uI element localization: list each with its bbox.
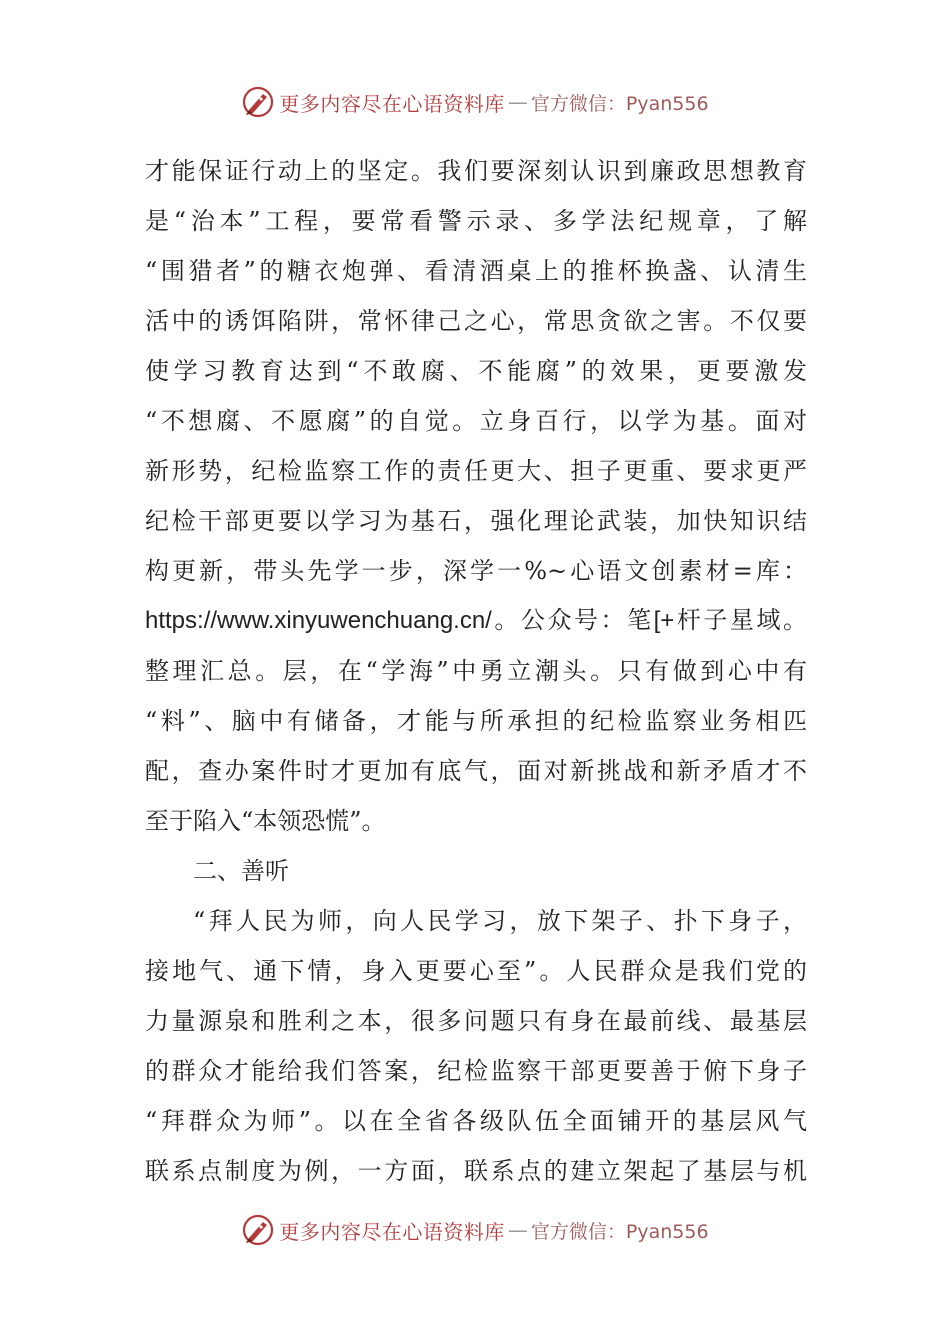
banner-contact: 官方微信：Pyan556 — [530, 1220, 709, 1243]
body-line: 配，查办案件时才更加有底气，面对新挑战和新矛盾才不 — [145, 757, 807, 785]
paragraph-start: “拜人民为师，向人民学习，放下架子、扑下身子， — [193, 907, 807, 935]
document-body — [145, 146, 807, 1196]
body-line: 至于陷入“本领恐慌”。 — [145, 807, 386, 835]
body-line: 接地气、通下情，身入更要心至”。人民群众是我们党的 — [145, 957, 807, 985]
body-line: 的群众才能给我们答案，纪检监察干部更要善于俯下身子 — [145, 1057, 807, 1085]
header-banner — [0, 80, 950, 124]
body-line: 联系点制度为例，一方面，联系点的建立架起了基层与机 — [145, 1157, 807, 1185]
body-line: 构更新，带头先学一步，深学一%~心语文创素材=库： — [145, 557, 807, 585]
banner-title: 更多内容尽在心语资料库 — [279, 1219, 505, 1244]
pen-nib-logo-icon — [241, 85, 275, 119]
body-line: 纪检干部更要以学习为基石，强化理论武装，加快知识结 — [145, 507, 807, 535]
body-line: 新形势，纪检监察工作的责任更大、担子更重、要求更严 — [145, 457, 807, 485]
section-heading: 二、善听 — [193, 857, 289, 885]
banner-contact: 官方微信：Pyan556 — [530, 92, 709, 115]
body-line-url: https://www.xinyuwenchuang.cn/。公众号：笔[+杆子星域。 — [145, 607, 807, 634]
body-line: “围猎者”的糖衣炮弹、看清酒桌上的推杯换盏、认清生 — [145, 257, 807, 285]
body-line: 力量源泉和胜利之本，很多问题只有身在最前线、最基层 — [145, 1007, 807, 1035]
body-line: 才能保证行动上的坚定。我们要深刻认识到廉政思想教育 — [145, 157, 807, 185]
body-line: 整理汇总。层，在“学海”中勇立潮头。只有做到心中有 — [145, 657, 807, 685]
body-line: 是“治本”工程，要常看警示录、多学法纪规章，了解 — [145, 207, 807, 235]
body-line: “不想腐、不愿腐”的自觉。立身百行，以学为基。面对 — [145, 407, 807, 435]
body-line: “料”、脑中有储备，才能与所承担的纪检监察业务相匹 — [145, 707, 807, 735]
body-line: 使学习教育达到“不敢腐、不能腐”的效果，更要激发 — [145, 357, 807, 385]
banner-title: 更多内容尽在心语资料库 — [279, 91, 505, 116]
pen-nib-logo-icon — [241, 1213, 275, 1247]
body-line: 活中的诱饵陷阱，常怀律己之心，常思贪欲之害。不仅要 — [145, 307, 807, 335]
banner-separator: — — [507, 90, 528, 114]
body-line: “拜群众为师”。以在全省各级队伍全面铺开的基层风气 — [145, 1107, 807, 1135]
banner-separator: — — [507, 1218, 528, 1242]
footer-banner — [0, 1208, 950, 1252]
